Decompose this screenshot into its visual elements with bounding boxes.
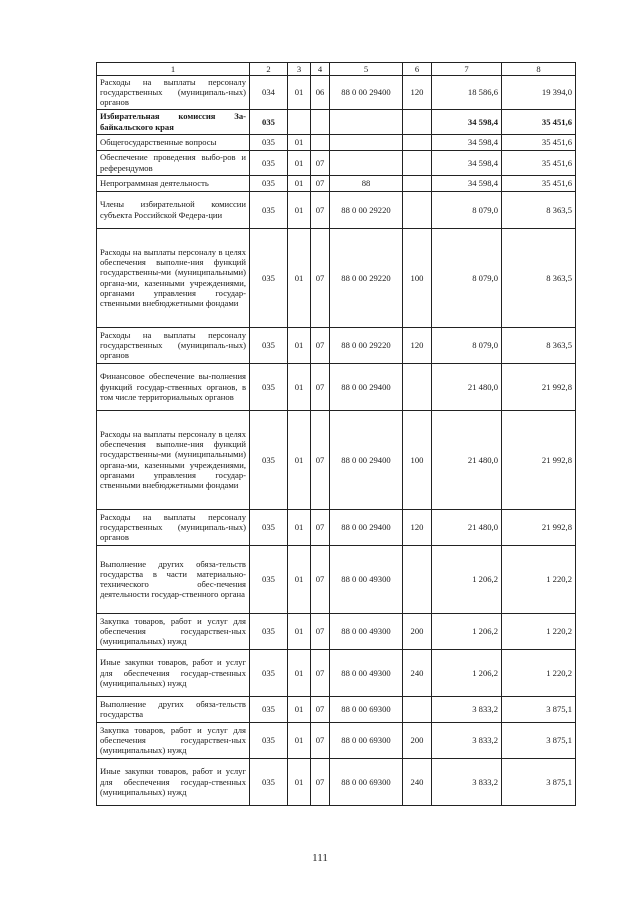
row-rz-code: 01 bbox=[288, 228, 311, 327]
row-name-cell: Выполнение других обяза-тельств государства bbox=[97, 696, 250, 722]
row-name-cell: Выполнение других обяза-тельств государства в части материально-технического обес-печения деятельности государ-ственного органа bbox=[97, 545, 250, 613]
table-row bbox=[97, 545, 576, 613]
header-col-7: 7 bbox=[432, 63, 502, 76]
row-cs-code: 88 0 00 29220 bbox=[330, 327, 403, 363]
row-pr-code: 07 bbox=[311, 191, 330, 228]
row-name-cell: Расходы на выплаты персоналу в целях обеспечения выполне-ния функций государственны-ми (муниципальными) органа-ми, казенными учреждениями, органами управления государ-ственными внебюджетными фондами bbox=[97, 228, 250, 327]
row-pr-code bbox=[311, 109, 330, 134]
row-gr-code: 035 bbox=[250, 696, 288, 722]
row-pr-code: 07 bbox=[311, 363, 330, 410]
row-amount-1: 21 480,0 bbox=[432, 363, 502, 410]
row-rz-code: 01 bbox=[288, 134, 311, 150]
row-vr-code bbox=[403, 696, 432, 722]
row-amount-1: 18 586,6 bbox=[432, 76, 502, 110]
table-row bbox=[97, 509, 576, 545]
row-vr-code: 240 bbox=[403, 649, 432, 696]
row-gr-code: 035 bbox=[250, 758, 288, 805]
row-pr-code: 07 bbox=[311, 613, 330, 649]
row-amount-2: 8 363,5 bbox=[502, 327, 576, 363]
row-amount-2: 3 875,1 bbox=[502, 758, 576, 805]
row-amount-1: 34 598,4 bbox=[432, 134, 502, 150]
row-pr-code: 07 bbox=[311, 410, 330, 509]
row-vr-code bbox=[403, 545, 432, 613]
row-gr-code: 035 bbox=[250, 175, 288, 191]
row-name-cell: Расходы на выплаты персоналу государственных (муниципаль-ных) органов bbox=[97, 509, 250, 545]
row-pr-code: 07 bbox=[311, 150, 330, 175]
row-pr-code: 07 bbox=[311, 758, 330, 805]
row-gr-code: 035 bbox=[250, 191, 288, 228]
row-gr-code: 035 bbox=[250, 509, 288, 545]
row-vr-code bbox=[403, 363, 432, 410]
row-cs-code: 88 0 00 69300 bbox=[330, 722, 403, 758]
row-rz-code: 01 bbox=[288, 696, 311, 722]
row-name-cell: Закупка товаров, работ и услуг для обеспечения государствен-ных (муниципальных) нужд bbox=[97, 613, 250, 649]
row-amount-1: 21 480,0 bbox=[432, 509, 502, 545]
row-amount-2: 1 220,2 bbox=[502, 613, 576, 649]
row-gr-code: 035 bbox=[250, 134, 288, 150]
row-rz-code: 01 bbox=[288, 150, 311, 175]
row-cs-code: 88 0 00 29220 bbox=[330, 191, 403, 228]
row-amount-1: 3 833,2 bbox=[432, 722, 502, 758]
row-name-cell: Закупка товаров, работ и услуг для обеспечения государствен-ных (муниципальных) нужд bbox=[97, 722, 250, 758]
row-gr-code: 035 bbox=[250, 613, 288, 649]
header-col-3: 3 bbox=[288, 63, 311, 76]
row-gr-code: 035 bbox=[250, 109, 288, 134]
row-cs-code bbox=[330, 109, 403, 134]
row-name-cell: Расходы на выплаты персоналу государственных (муниципаль-ных) органов bbox=[97, 327, 250, 363]
table-row bbox=[97, 134, 576, 150]
row-amount-2: 19 394,0 bbox=[502, 76, 576, 110]
row-rz-code: 01 bbox=[288, 76, 311, 110]
row-cs-code: 88 0 00 29400 bbox=[330, 509, 403, 545]
row-name-cell: Иные закупки товаров, работ и услуг для обеспечения государ-ственных (муниципальных) нужд bbox=[97, 758, 250, 805]
row-rz-code: 01 bbox=[288, 175, 311, 191]
row-vr-code bbox=[403, 175, 432, 191]
row-vr-code: 200 bbox=[403, 722, 432, 758]
row-vr-code bbox=[403, 191, 432, 228]
table-row bbox=[97, 649, 576, 696]
row-amount-2: 1 220,2 bbox=[502, 545, 576, 613]
table-row bbox=[97, 722, 576, 758]
table-row bbox=[97, 76, 576, 110]
table-row bbox=[97, 109, 576, 134]
row-cs-code: 88 0 00 69300 bbox=[330, 696, 403, 722]
row-rz-code: 01 bbox=[288, 410, 311, 509]
row-gr-code: 034 bbox=[250, 76, 288, 110]
row-amount-2: 21 992,8 bbox=[502, 363, 576, 410]
row-cs-code: 88 0 00 49300 bbox=[330, 649, 403, 696]
row-name-cell: Обеспечение проведения выбо-ров и референдумов bbox=[97, 150, 250, 175]
row-pr-code: 07 bbox=[311, 327, 330, 363]
row-cs-code bbox=[330, 150, 403, 175]
row-cs-code: 88 0 00 69300 bbox=[330, 758, 403, 805]
row-cs-code: 88 0 00 49300 bbox=[330, 613, 403, 649]
row-cs-code: 88 0 00 29400 bbox=[330, 76, 403, 110]
row-pr-code: 07 bbox=[311, 545, 330, 613]
budget-table-body bbox=[97, 63, 576, 806]
header-col-2: 2 bbox=[250, 63, 288, 76]
row-amount-2: 35 451,6 bbox=[502, 109, 576, 134]
row-rz-code: 01 bbox=[288, 509, 311, 545]
row-amount-1: 34 598,4 bbox=[432, 109, 502, 134]
row-vr-code: 100 bbox=[403, 410, 432, 509]
row-vr-code bbox=[403, 134, 432, 150]
row-vr-code: 120 bbox=[403, 76, 432, 110]
row-name-cell: Непрограммная деятельность bbox=[97, 175, 250, 191]
row-amount-1: 8 079,0 bbox=[432, 191, 502, 228]
row-pr-code: 07 bbox=[311, 509, 330, 545]
row-vr-code: 200 bbox=[403, 613, 432, 649]
row-amount-1: 21 480,0 bbox=[432, 410, 502, 509]
row-amount-2: 35 451,6 bbox=[502, 150, 576, 175]
table-row bbox=[97, 363, 576, 410]
row-amount-2: 8 363,5 bbox=[502, 191, 576, 228]
table-row bbox=[97, 228, 576, 327]
header-col-1: 1 bbox=[97, 63, 250, 76]
row-vr-code bbox=[403, 150, 432, 175]
header-col-6: 6 bbox=[403, 63, 432, 76]
budget-table-container bbox=[96, 62, 575, 806]
table-row bbox=[97, 191, 576, 228]
row-vr-code: 240 bbox=[403, 758, 432, 805]
row-pr-code: 07 bbox=[311, 175, 330, 191]
row-rz-code: 01 bbox=[288, 363, 311, 410]
header-row bbox=[97, 63, 576, 76]
row-amount-1: 8 079,0 bbox=[432, 228, 502, 327]
header-col-4: 4 bbox=[311, 63, 330, 76]
row-amount-1: 1 206,2 bbox=[432, 545, 502, 613]
row-amount-1: 1 206,2 bbox=[432, 613, 502, 649]
row-gr-code: 035 bbox=[250, 327, 288, 363]
row-rz-code: 01 bbox=[288, 649, 311, 696]
row-rz-code: 01 bbox=[288, 191, 311, 228]
row-amount-1: 34 598,4 bbox=[432, 175, 502, 191]
row-vr-code: 120 bbox=[403, 327, 432, 363]
row-rz-code bbox=[288, 109, 311, 134]
row-vr-code: 100 bbox=[403, 228, 432, 327]
row-cs-code: 88 0 00 29400 bbox=[330, 410, 403, 509]
row-amount-2: 35 451,6 bbox=[502, 175, 576, 191]
row-name-cell: Финансовое обеспечение вы-полнения функций государ-ственных органов, в том числе территориальных органов bbox=[97, 363, 250, 410]
header-col-5: 5 bbox=[330, 63, 403, 76]
row-name-cell: Избирательная комиссия За-байкальского края bbox=[97, 109, 250, 134]
row-amount-2: 3 875,1 bbox=[502, 722, 576, 758]
row-cs-code: 88 0 00 29400 bbox=[330, 363, 403, 410]
budget-table bbox=[96, 62, 576, 806]
row-amount-1: 3 833,2 bbox=[432, 696, 502, 722]
row-gr-code: 035 bbox=[250, 363, 288, 410]
row-cs-code: 88 bbox=[330, 175, 403, 191]
row-rz-code: 01 bbox=[288, 722, 311, 758]
row-name-cell: Расходы на выплаты персоналу государственных (муниципаль-ных) органов bbox=[97, 76, 250, 110]
row-rz-code: 01 bbox=[288, 758, 311, 805]
row-rz-code: 01 bbox=[288, 327, 311, 363]
row-gr-code: 035 bbox=[250, 649, 288, 696]
row-vr-code: 120 bbox=[403, 509, 432, 545]
table-row bbox=[97, 410, 576, 509]
row-amount-2: 21 992,8 bbox=[502, 509, 576, 545]
table-row bbox=[97, 613, 576, 649]
row-pr-code: 07 bbox=[311, 722, 330, 758]
table-row bbox=[97, 327, 576, 363]
row-vr-code bbox=[403, 109, 432, 134]
table-row bbox=[97, 175, 576, 191]
row-cs-code: 88 0 00 49300 bbox=[330, 545, 403, 613]
row-amount-2: 21 992,8 bbox=[502, 410, 576, 509]
table-row bbox=[97, 758, 576, 805]
row-amount-2: 3 875,1 bbox=[502, 696, 576, 722]
row-gr-code: 035 bbox=[250, 228, 288, 327]
row-gr-code: 035 bbox=[250, 410, 288, 509]
row-rz-code: 01 bbox=[288, 545, 311, 613]
row-amount-1: 3 833,2 bbox=[432, 758, 502, 805]
row-amount-1: 1 206,2 bbox=[432, 649, 502, 696]
row-name-cell: Общегосударственные вопросы bbox=[97, 134, 250, 150]
row-pr-code: 06 bbox=[311, 76, 330, 110]
row-gr-code: 035 bbox=[250, 150, 288, 175]
table-row bbox=[97, 696, 576, 722]
row-name-cell: Иные закупки товаров, работ и услуг для обеспечения государ-ственных (муниципальных) нужд bbox=[97, 649, 250, 696]
row-amount-1: 8 079,0 bbox=[432, 327, 502, 363]
row-amount-2: 1 220,2 bbox=[502, 649, 576, 696]
row-pr-code: 07 bbox=[311, 649, 330, 696]
row-amount-2: 35 451,6 bbox=[502, 134, 576, 150]
row-amount-2: 8 363,5 bbox=[502, 228, 576, 327]
table-row bbox=[97, 150, 576, 175]
row-cs-code: 88 0 00 29220 bbox=[330, 228, 403, 327]
page-number: 111 bbox=[312, 852, 328, 864]
row-pr-code: 07 bbox=[311, 228, 330, 327]
row-gr-code: 035 bbox=[250, 722, 288, 758]
row-pr-code bbox=[311, 134, 330, 150]
row-amount-1: 34 598,4 bbox=[432, 150, 502, 175]
row-cs-code bbox=[330, 134, 403, 150]
row-rz-code: 01 bbox=[288, 613, 311, 649]
header-col-8: 8 bbox=[502, 63, 576, 76]
row-name-cell: Расходы на выплаты персоналу в целях обеспечения выполне-ния функций государственны-ми (муниципальными) органа-ми, казенными учреждениями, органами управления государ-ственными внебюджетными фондами bbox=[97, 410, 250, 509]
row-name-cell: Члены избирательной комиссии субъекта Российской Федера-ции bbox=[97, 191, 250, 228]
row-pr-code: 07 bbox=[311, 696, 330, 722]
row-gr-code: 035 bbox=[250, 545, 288, 613]
